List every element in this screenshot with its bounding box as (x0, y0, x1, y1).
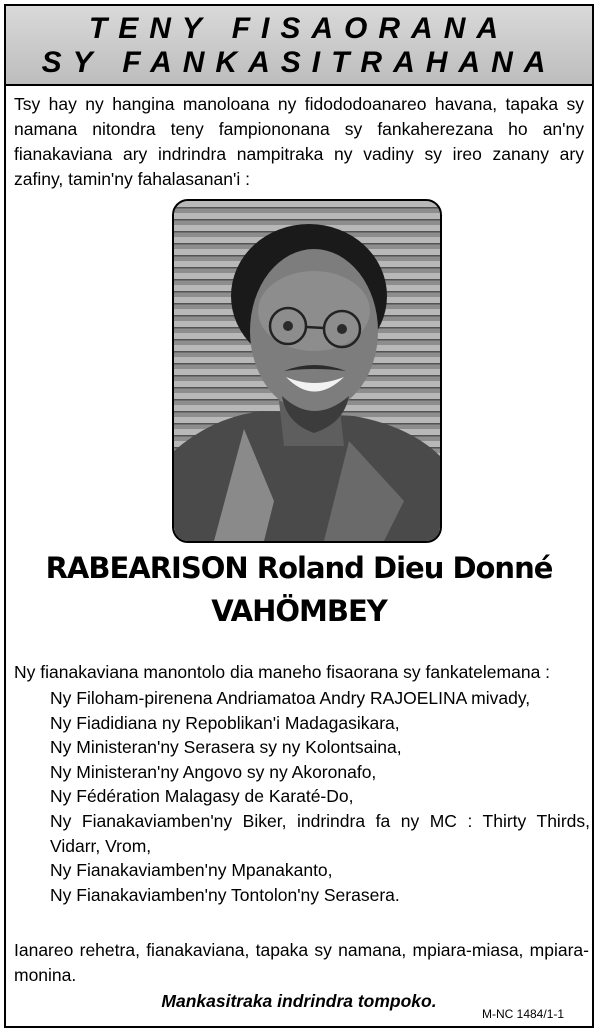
portrait-photo (172, 199, 442, 543)
list-item: Ny Fianakaviamben'ny Tontolon'ny Serasera. (50, 884, 400, 905)
reference-code: M-NC 1484/1-1 (482, 1007, 565, 1021)
signoff: Mankasitraka indrindra tompoko. (161, 991, 437, 1011)
closing-paragraph: Ianareo rehetra, fianakaviana, tapaka sy namana, mpiara-miasa, mpiara-monina. (14, 940, 589, 985)
list-item: Ny Filoham-pirenena Andriamatoa Andry RAJOELINA mivady, (50, 688, 531, 708)
header-banner (6, 6, 592, 86)
header-title-line2: SY FANKASITRAHANA (41, 46, 557, 79)
portrait-illustration (174, 201, 440, 541)
deceased-name: RABEARISON Roland Dieu Donné (45, 551, 553, 585)
list-item: Ny Ministeran'ny Angovo sy ny Akoronafo, (50, 761, 377, 782)
list-item: Ny Fiadidiana ny Repoblikan'i Madagasikara, (50, 712, 400, 733)
intro-paragraph: Tsy hay ny hangina manoloana ny fidododoanareo havana, tapaka sy namana nitondra teny fampiononana sy fankaherezana ho an'ny fianakaviana ary indrindra nampitraka ny vadiny sy ireo zanany ary zafiny, tamin'ny fahalasanan'i : (14, 94, 584, 189)
notice-frame (4, 4, 594, 1028)
deceased-surname: VAHÖMBEY (211, 594, 387, 628)
thanks-intro: Ny fianakaviana manontolo dia maneho fisaorana sy fankatelemana : (14, 662, 551, 682)
thanks-list (50, 686, 590, 907)
list-item: Ny Ministeran'ny Serasera sy ny Kolontsaina, (50, 737, 402, 758)
list-item: Ny Fianakaviamben'ny Mpanakanto, (50, 860, 333, 881)
list-item: Ny Fianakaviamben'ny Biker, indrindra fa ny MC : Thirty Thirds, Vidarr, Vrom, (50, 810, 590, 856)
list-item: Ny Fédération Malagasy de Karaté-Do, (50, 786, 354, 807)
header-title-line1: TENY FISAORANA (88, 12, 510, 45)
